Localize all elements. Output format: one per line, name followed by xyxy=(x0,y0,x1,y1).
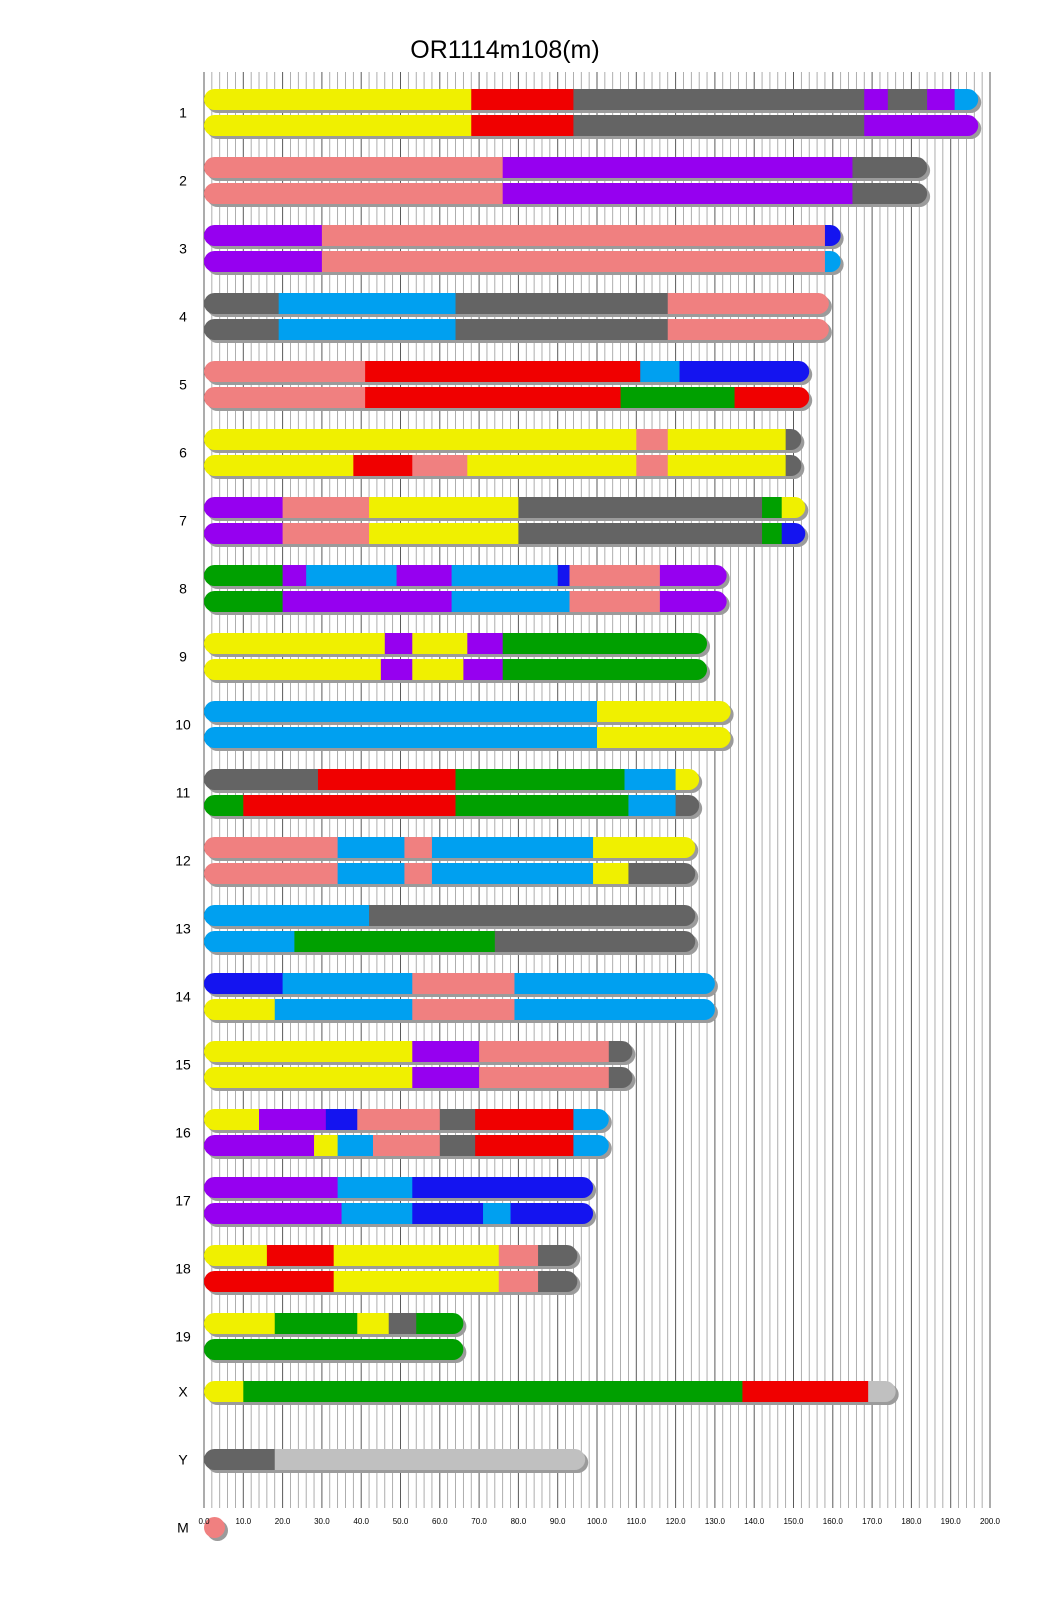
segment-yellow xyxy=(412,659,464,680)
segment-purple xyxy=(412,1041,479,1062)
segment-green xyxy=(204,565,283,586)
segment-purple xyxy=(204,225,323,246)
segment-yellow xyxy=(204,1245,267,1266)
x-tick-label: 10.0 xyxy=(235,1517,252,1526)
segment-green xyxy=(204,591,283,612)
segment-red xyxy=(735,387,810,408)
segment-gray xyxy=(609,1041,633,1062)
segment-cyan xyxy=(204,727,598,748)
segment-pink xyxy=(636,455,668,476)
segment-cyan xyxy=(204,905,370,926)
segment-cyan xyxy=(514,999,715,1020)
chromosome-label: 8 xyxy=(179,580,187,597)
haplotype-bar xyxy=(204,999,716,1020)
chromosome-11 xyxy=(176,769,702,819)
segment-cyan xyxy=(338,1135,374,1156)
segment-pink xyxy=(479,1041,609,1062)
segment-yellow xyxy=(593,863,629,884)
segment-pink xyxy=(204,361,366,382)
haplotype-bar xyxy=(204,115,979,136)
haplotype-bar xyxy=(204,1067,633,1088)
chromosome-1 xyxy=(179,89,981,139)
segment-cyan xyxy=(955,89,979,110)
segment-purple xyxy=(283,565,307,586)
chromosome-label: 18 xyxy=(175,1260,191,1277)
segment-gray xyxy=(518,497,762,518)
chromosome-label: 1 xyxy=(179,104,187,121)
segment-purple xyxy=(259,1109,326,1130)
segment-blue xyxy=(412,1203,483,1224)
chromosome-label: 10 xyxy=(175,716,191,733)
x-tick-label: 160.0 xyxy=(822,1517,843,1526)
segment-red xyxy=(471,89,574,110)
segment-yellow xyxy=(593,837,696,858)
segment-yellow xyxy=(357,1313,389,1334)
segment-pink xyxy=(204,387,366,408)
chromosome-label: 7 xyxy=(179,512,187,529)
segment-blue xyxy=(204,973,283,994)
segment-yellow xyxy=(204,89,472,110)
chromosome-bars xyxy=(175,89,981,1541)
haplotype-bar xyxy=(204,387,810,408)
segment-gray xyxy=(204,769,319,790)
segment-yellow xyxy=(369,497,519,518)
segment-purple xyxy=(397,565,453,586)
segment-gray xyxy=(609,1067,633,1088)
chromosome-label: 5 xyxy=(179,376,187,393)
segment-pink xyxy=(479,1067,609,1088)
segment-cyan xyxy=(514,973,715,994)
segment-cyan xyxy=(432,863,594,884)
segment-purple xyxy=(503,157,853,178)
segment-pink xyxy=(283,523,370,544)
haplotype-bar xyxy=(204,973,716,994)
haplotype-bar xyxy=(204,565,727,586)
chromosome-X xyxy=(178,1381,898,1405)
segment-pink xyxy=(499,1271,539,1292)
segment-lightgray xyxy=(275,1449,586,1470)
segment-gray xyxy=(573,115,864,136)
segment-green xyxy=(762,523,782,544)
segment-purple xyxy=(204,251,323,272)
chromosome-Y xyxy=(178,1449,588,1473)
segment-red xyxy=(243,795,456,816)
segment-yellow xyxy=(668,429,787,450)
segment-blue xyxy=(511,1203,594,1224)
x-tick-label: 170.0 xyxy=(862,1517,883,1526)
segment-pink xyxy=(668,293,830,314)
x-tick-label: 70.0 xyxy=(471,1517,487,1526)
segment-cyan xyxy=(573,1109,609,1130)
haplotype-bar xyxy=(204,769,700,790)
x-tick-label: 190.0 xyxy=(940,1517,961,1526)
segment-green xyxy=(621,387,736,408)
haplotype-bar xyxy=(204,1135,609,1156)
segment-pink xyxy=(668,319,830,340)
segment-cyan xyxy=(338,837,405,858)
haplotype-bar xyxy=(204,319,829,340)
haplotype-bar xyxy=(204,1041,633,1062)
segment-green xyxy=(275,1313,358,1334)
x-tick-label: 150.0 xyxy=(783,1517,804,1526)
segment-red xyxy=(365,361,641,382)
chromosome-3 xyxy=(179,225,844,275)
chromosome-label: Y xyxy=(178,1451,188,1468)
segment-green xyxy=(456,769,626,790)
segment-yellow xyxy=(334,1271,500,1292)
segment-gray xyxy=(538,1271,578,1292)
haplotype-bar xyxy=(204,863,696,884)
chromosome-label: 16 xyxy=(175,1124,191,1141)
segment-yellow xyxy=(204,1109,260,1130)
segment-yellow xyxy=(597,727,731,748)
haplotype-bar xyxy=(204,429,802,450)
segment-gray xyxy=(456,319,669,340)
segment-yellow xyxy=(597,701,731,722)
segment-pink xyxy=(322,251,826,272)
segment-red xyxy=(475,1109,574,1130)
chromosome-label: 12 xyxy=(175,852,191,869)
chromosome-5 xyxy=(179,361,812,411)
segment-red xyxy=(267,1245,334,1266)
chromosome-label: 9 xyxy=(179,648,187,665)
segment-blue xyxy=(680,361,810,382)
segment-cyan xyxy=(338,863,405,884)
segment-gray xyxy=(538,1245,578,1266)
segment-cyan xyxy=(279,293,456,314)
chart-title: OR1114m108(m) xyxy=(410,36,600,64)
segment-purple xyxy=(204,1203,342,1224)
segment-purple xyxy=(412,1067,479,1088)
segment-pink xyxy=(569,565,660,586)
segment-purple xyxy=(381,659,413,680)
segment-red xyxy=(742,1381,868,1402)
x-tick-label: 130.0 xyxy=(704,1517,725,1526)
segment-gray xyxy=(204,319,279,340)
haplotype-bar xyxy=(204,1177,594,1198)
haplotype-bar xyxy=(204,183,928,204)
segment-pink xyxy=(357,1109,440,1130)
segment-yellow xyxy=(204,115,472,136)
segment-yellow xyxy=(204,1313,275,1334)
chromosome-12 xyxy=(175,837,698,887)
x-tick-label: 0.0 xyxy=(198,1517,210,1526)
segment-purple xyxy=(927,89,955,110)
segment-yellow xyxy=(668,455,787,476)
segment-yellow xyxy=(204,1067,413,1088)
segment-purple xyxy=(660,591,727,612)
segment-yellow xyxy=(412,633,468,654)
chromosome-4 xyxy=(179,293,832,343)
x-tick-label: 50.0 xyxy=(392,1517,409,1526)
segment-pink xyxy=(636,429,668,450)
chromosome-label: 11 xyxy=(175,784,191,801)
segment-cyan xyxy=(452,591,570,612)
segment-purple xyxy=(463,659,503,680)
segment-gray xyxy=(852,183,927,204)
haplotype-bar xyxy=(204,837,696,858)
x-tick-label: 60.0 xyxy=(432,1517,448,1526)
haplotype-bar xyxy=(204,225,841,246)
chromosome-18 xyxy=(175,1245,580,1295)
haplotype-bar xyxy=(204,1245,578,1266)
segment-red xyxy=(353,455,413,476)
chromosome-19 xyxy=(175,1313,466,1363)
haplotype-bar xyxy=(204,1203,594,1224)
segment-red xyxy=(365,387,621,408)
segment-gray xyxy=(369,905,696,926)
segment-gray xyxy=(456,293,669,314)
segment-purple xyxy=(283,591,453,612)
segment-gray xyxy=(518,523,762,544)
chromosome-15 xyxy=(175,1041,635,1091)
segment-pink xyxy=(204,183,503,204)
x-tick-label: 140.0 xyxy=(744,1517,765,1526)
x-tick-label: 90.0 xyxy=(549,1517,566,1526)
segment-gray xyxy=(852,157,927,178)
segment-green xyxy=(503,659,708,680)
x-tick-label: 30.0 xyxy=(314,1517,330,1526)
chromosome-16 xyxy=(175,1109,612,1159)
x-tick-label: 110.0 xyxy=(626,1517,647,1526)
segment-cyan xyxy=(306,565,397,586)
segment-purple xyxy=(660,565,727,586)
segment-red xyxy=(471,115,574,136)
segment-purple xyxy=(503,183,853,204)
segment-purple xyxy=(864,115,979,136)
segment-cyan xyxy=(283,973,413,994)
segment-yellow xyxy=(204,999,275,1020)
haplotype-bar xyxy=(204,89,979,110)
haplotype-bar xyxy=(204,1271,578,1292)
x-tick-label: 20.0 xyxy=(274,1517,291,1526)
segment-gray xyxy=(440,1135,476,1156)
segment-cyan xyxy=(204,931,295,952)
segment-cyan xyxy=(628,795,676,816)
haplotype-bar xyxy=(204,361,810,382)
haplotype-bar xyxy=(204,1339,464,1360)
segment-pink xyxy=(404,837,432,858)
segment-pink xyxy=(412,455,468,476)
haplotype-bar xyxy=(204,497,806,518)
segment-gray xyxy=(888,89,928,110)
segment-green xyxy=(204,795,244,816)
haplotype-bar xyxy=(204,633,708,654)
x-tick-label: 120.0 xyxy=(665,1517,686,1526)
haplotype-bar xyxy=(204,1381,896,1402)
haplotype-bar xyxy=(204,1109,609,1130)
segment-lightgray xyxy=(868,1381,896,1402)
chromosome-label: X xyxy=(178,1383,188,1400)
haplotype-bar xyxy=(204,931,696,952)
haplotype-bar xyxy=(204,293,829,314)
segment-green xyxy=(503,633,708,654)
segment-gray xyxy=(676,795,700,816)
segment-purple xyxy=(467,633,503,654)
segment-pink xyxy=(412,973,515,994)
haplotype-bar xyxy=(204,659,708,680)
segment-gray xyxy=(389,1313,417,1334)
haplotype-bar xyxy=(204,727,731,748)
segment-yellow xyxy=(782,497,806,518)
segment-pink xyxy=(373,1135,440,1156)
segment-blue xyxy=(558,565,570,586)
segment-green xyxy=(243,1381,743,1402)
segment-blue xyxy=(412,1177,593,1198)
segment-pink xyxy=(499,1245,539,1266)
haplotype-bar xyxy=(204,591,727,612)
segment-yellow xyxy=(204,659,381,680)
segment-pink xyxy=(204,157,503,178)
segment-cyan xyxy=(204,701,598,722)
x-axis-ticks xyxy=(198,1517,1000,1526)
haplotype-bar xyxy=(204,795,700,816)
segment-green xyxy=(762,497,782,518)
segment-cyan xyxy=(338,1177,413,1198)
x-tick-label: 100.0 xyxy=(586,1517,608,1526)
segment-yellow xyxy=(204,455,354,476)
segment-purple xyxy=(864,89,888,110)
chromosome-label: 2 xyxy=(179,172,187,189)
segment-cyan xyxy=(342,1203,413,1224)
segment-blue xyxy=(782,523,806,544)
segment-yellow xyxy=(314,1135,338,1156)
haplotype-bar xyxy=(204,523,806,544)
segment-purple xyxy=(204,523,283,544)
segment-cyan xyxy=(275,999,413,1020)
chromosome-label: 19 xyxy=(175,1328,191,1345)
segment-gray xyxy=(440,1109,476,1130)
chromosome-label: 4 xyxy=(179,308,187,325)
segment-cyan xyxy=(432,837,594,858)
segment-purple xyxy=(204,497,283,518)
x-tick-label: 80.0 xyxy=(510,1517,527,1526)
segment-cyan xyxy=(279,319,456,340)
haplotype-bar xyxy=(204,251,841,272)
segment-pink xyxy=(404,863,432,884)
chromosome-label: M xyxy=(177,1519,189,1536)
segment-red xyxy=(475,1135,574,1156)
chromosome-8 xyxy=(179,565,730,615)
chromosome-6 xyxy=(179,429,804,479)
segment-gray xyxy=(573,89,864,110)
segment-cyan xyxy=(452,565,559,586)
segment-gray xyxy=(204,1449,275,1470)
chromosome-label: 14 xyxy=(175,988,191,1005)
segment-purple xyxy=(385,633,413,654)
segment-gray xyxy=(628,863,695,884)
haplotype-bar xyxy=(204,1313,464,1334)
segment-yellow xyxy=(204,1381,244,1402)
segment-gray xyxy=(204,293,279,314)
chromosome-label: 13 xyxy=(175,920,191,937)
segment-green xyxy=(294,931,495,952)
segment-pink xyxy=(204,837,338,858)
chromosome-label: 3 xyxy=(179,240,187,257)
chromosome-17 xyxy=(175,1177,596,1227)
segment-cyan xyxy=(483,1203,511,1224)
segment-pink xyxy=(569,591,660,612)
chromosome-label: 6 xyxy=(179,444,187,461)
segment-pink xyxy=(412,999,515,1020)
segment-yellow xyxy=(204,1041,413,1062)
chromosome-label: 17 xyxy=(175,1192,191,1209)
segment-gray xyxy=(495,931,696,952)
chromosome-13 xyxy=(175,905,698,955)
segment-green xyxy=(456,795,630,816)
segment-yellow xyxy=(334,1245,500,1266)
haplotype-bar xyxy=(204,905,696,926)
x-tick-label: 40.0 xyxy=(353,1517,369,1526)
segment-green xyxy=(416,1313,464,1334)
segment-cyan xyxy=(640,361,680,382)
segment-yellow xyxy=(204,429,637,450)
chromosome-7 xyxy=(179,497,808,547)
segment-yellow xyxy=(369,523,519,544)
x-tick-label: 200.0 xyxy=(979,1517,1001,1526)
segment-cyan xyxy=(573,1135,609,1156)
x-tick-label: 180.0 xyxy=(901,1517,922,1526)
segment-pink xyxy=(204,863,338,884)
segment-yellow xyxy=(676,769,700,790)
haplotype-bar xyxy=(204,1449,586,1470)
segment-pink xyxy=(283,497,370,518)
haplotype-bar xyxy=(204,455,802,476)
segment-green xyxy=(204,1339,464,1360)
segment-purple xyxy=(204,1177,338,1198)
segment-cyan xyxy=(625,769,677,790)
segment-red xyxy=(204,1271,334,1292)
segment-red xyxy=(318,769,456,790)
segment-blue xyxy=(326,1109,358,1130)
segment-yellow xyxy=(467,455,637,476)
haplotype-bar xyxy=(204,157,928,178)
segment-yellow xyxy=(204,633,385,654)
haplotype-bar xyxy=(204,701,731,722)
segment-pink xyxy=(322,225,826,246)
segment-purple xyxy=(204,1135,315,1156)
chromosome-label: 15 xyxy=(175,1056,191,1073)
